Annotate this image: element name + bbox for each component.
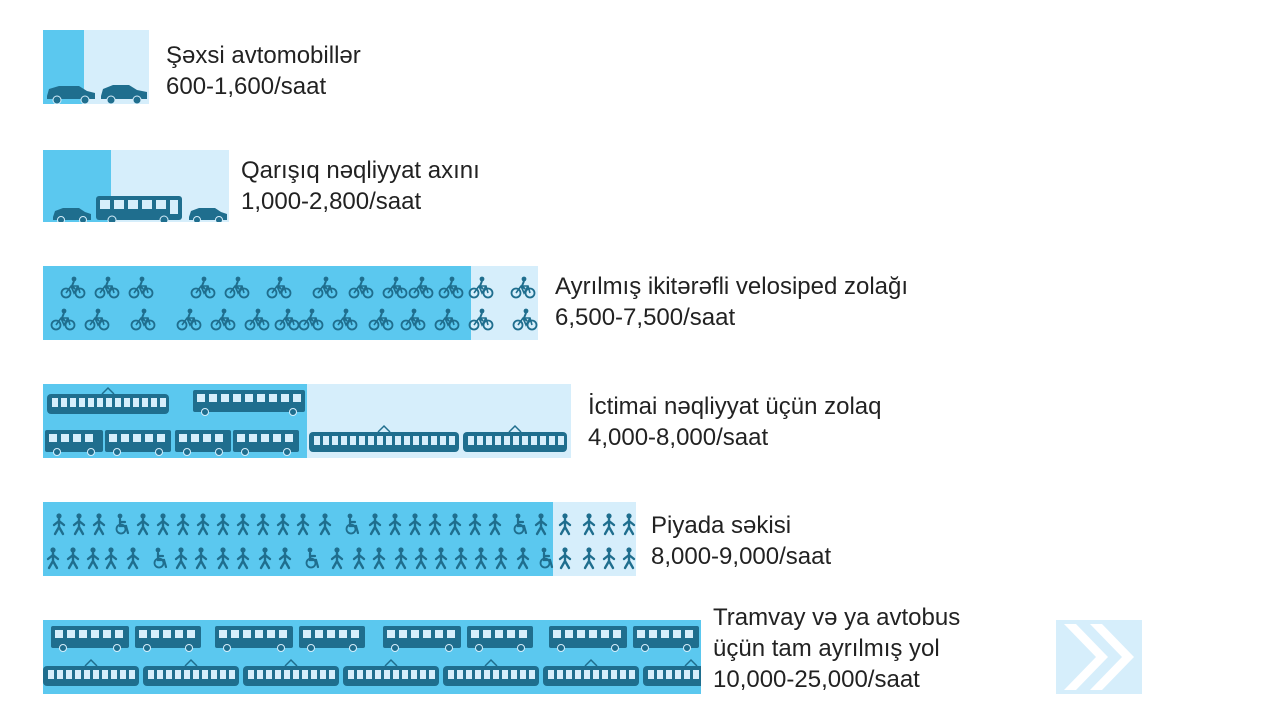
pedestrian-icon bbox=[178, 513, 188, 534]
wheelchair-icon bbox=[541, 548, 553, 568]
bicycle-icon bbox=[246, 309, 269, 330]
car-icons bbox=[43, 30, 149, 104]
bicycle-icon bbox=[178, 309, 201, 330]
pedestrian-icon bbox=[198, 513, 208, 534]
bicycle-icon bbox=[86, 309, 109, 330]
capacity-bar-transitway bbox=[43, 620, 701, 694]
mode-label-bike-lane bbox=[555, 271, 908, 333]
wheelchair-icon bbox=[307, 548, 319, 568]
mixed-traffic-icons bbox=[43, 150, 229, 222]
pedestrian-icon bbox=[278, 513, 288, 534]
pedestrian-icon bbox=[74, 513, 84, 534]
tram-icon bbox=[243, 660, 339, 686]
bicycle-icon bbox=[470, 277, 493, 298]
wheelchair-icon bbox=[515, 514, 527, 534]
mode-name-line-2: üçün tam ayrılmış yol bbox=[713, 635, 940, 662]
bus-icon bbox=[135, 626, 201, 652]
pedestrian-icon bbox=[176, 547, 186, 568]
capacity-bar-mixed-traffic bbox=[43, 150, 229, 222]
bicycle-icon bbox=[384, 277, 407, 298]
tram-icon bbox=[343, 660, 439, 686]
mode-name: Şəxsi avtomobillər bbox=[166, 42, 361, 69]
pedestrian-icon bbox=[476, 547, 486, 568]
pedestrian-icon bbox=[196, 547, 206, 568]
car-icon bbox=[47, 86, 95, 104]
bus-icon bbox=[633, 626, 699, 652]
pedestrian-icon bbox=[624, 547, 634, 568]
pedestrian-icon bbox=[48, 547, 58, 568]
bicycle-icon bbox=[440, 277, 463, 298]
pedestrian-icon bbox=[490, 513, 500, 534]
bicycle-icon bbox=[370, 309, 393, 330]
mode-capacity: 1,000-2,800/saat bbox=[241, 188, 422, 215]
pedestrian-icon bbox=[138, 513, 148, 534]
mode-name: İctimai nəqliyyat üçün zolaq bbox=[588, 393, 882, 420]
pedestrian-icon bbox=[536, 513, 546, 534]
mode-capacity: 6,500-7,500/saat bbox=[555, 304, 736, 331]
wheelchair-icon bbox=[347, 514, 359, 534]
capacity-bar-cars bbox=[43, 30, 149, 104]
pedestrian-icon bbox=[106, 547, 116, 568]
pedestrian-icon bbox=[604, 513, 614, 534]
pedestrian-icon bbox=[218, 547, 228, 568]
bicycle-icon bbox=[350, 277, 373, 298]
pedestrian-icon bbox=[298, 513, 308, 534]
pedestrian-icon bbox=[518, 547, 528, 568]
pedestrian-icon bbox=[584, 513, 594, 534]
bus-icon bbox=[105, 430, 171, 456]
tram-icon bbox=[643, 660, 701, 686]
pedestrian-icons bbox=[43, 502, 636, 576]
bicycle-icon bbox=[192, 277, 215, 298]
pedestrian-icon bbox=[370, 513, 380, 534]
tram-icon bbox=[463, 426, 567, 452]
tram-icon bbox=[443, 660, 539, 686]
tram-icon bbox=[47, 388, 169, 414]
pedestrian-icon bbox=[158, 513, 168, 534]
bicycle-icon bbox=[132, 309, 155, 330]
capacity-bar-bike-lane bbox=[43, 266, 538, 340]
pedestrian-icon bbox=[470, 513, 480, 534]
pedestrian-icon bbox=[128, 547, 138, 568]
mode-capacity: 10,000-25,000/saat bbox=[713, 666, 920, 693]
bicycle-icon bbox=[512, 277, 535, 298]
bicycle-icon bbox=[300, 309, 323, 330]
pedestrian-icon bbox=[374, 547, 384, 568]
pedestrian-icon bbox=[450, 513, 460, 534]
pedestrian-icon bbox=[54, 513, 64, 534]
car-icon bbox=[101, 85, 147, 104]
mode-label-mixed-traffic bbox=[241, 155, 480, 217]
car-icon bbox=[53, 208, 91, 222]
car-icon bbox=[189, 208, 227, 222]
pedestrian-icon bbox=[410, 513, 420, 534]
bicycle-icon bbox=[96, 277, 119, 298]
wheelchair-icon bbox=[155, 548, 167, 568]
mode-label-transitway bbox=[713, 602, 960, 695]
pedestrian-icon bbox=[260, 547, 270, 568]
tram-icon bbox=[309, 426, 459, 452]
bus-icon bbox=[51, 626, 129, 652]
bicycle-icon bbox=[470, 309, 493, 330]
pedestrian-icon bbox=[354, 547, 364, 568]
chevron-right-icon bbox=[1056, 620, 1142, 694]
pedestrian-icon bbox=[416, 547, 426, 568]
transit-icons bbox=[43, 384, 571, 458]
bus-icon bbox=[193, 390, 305, 416]
mode-capacity: 4,000-8,000/saat bbox=[588, 424, 769, 451]
mode-capacity: 8,000-9,000/saat bbox=[651, 543, 832, 570]
pedestrian-icon bbox=[604, 547, 614, 568]
bus-icon bbox=[215, 626, 293, 652]
pedestrian-icon bbox=[396, 547, 406, 568]
pedestrian-icon bbox=[496, 547, 506, 568]
bicycle-icon bbox=[62, 277, 85, 298]
pedestrian-icon bbox=[218, 513, 228, 534]
bicycle-icons bbox=[43, 266, 538, 340]
mode-name: Piyada səkisi bbox=[651, 512, 792, 539]
mode-capacity: 600-1,600/saat bbox=[166, 73, 327, 100]
pedestrian-icon bbox=[560, 547, 570, 568]
bicycle-icon bbox=[52, 309, 75, 330]
bicycle-icon bbox=[514, 309, 537, 330]
bicycle-icon bbox=[276, 309, 299, 330]
capacity-bar-sidewalk bbox=[43, 502, 636, 576]
pedestrian-icon bbox=[456, 547, 466, 568]
bicycle-icon bbox=[268, 277, 291, 298]
capacity-bar-transit-lane bbox=[43, 384, 571, 458]
pedestrian-icon bbox=[280, 547, 290, 568]
bicycle-icon bbox=[410, 277, 433, 298]
bicycle-icon bbox=[226, 277, 249, 298]
bus-icon bbox=[96, 196, 182, 222]
mode-label-transit-lane bbox=[588, 391, 881, 453]
tram-icon bbox=[43, 660, 139, 686]
bicycle-icon bbox=[436, 309, 459, 330]
mode-label-sidewalk bbox=[651, 510, 831, 572]
bicycle-icon bbox=[212, 309, 235, 330]
pedestrian-icon bbox=[390, 513, 400, 534]
pedestrian-icon bbox=[238, 513, 248, 534]
transitway-icons bbox=[43, 620, 701, 694]
pedestrian-icon bbox=[436, 547, 446, 568]
mode-name-line-1: Tramvay və ya avtobus bbox=[713, 604, 961, 631]
wheelchair-icon bbox=[117, 514, 129, 534]
pedestrian-icon bbox=[624, 513, 634, 534]
bus-icon bbox=[549, 626, 627, 652]
pedestrian-icon bbox=[332, 547, 342, 568]
pedestrian-icon bbox=[584, 547, 594, 568]
bus-icon bbox=[233, 430, 299, 456]
bus-icon bbox=[45, 430, 103, 456]
bus-icon bbox=[299, 626, 365, 652]
pedestrian-icon bbox=[320, 513, 330, 534]
pedestrian-icon bbox=[68, 547, 78, 568]
bicycle-icon bbox=[334, 309, 357, 330]
bicycle-icon bbox=[314, 277, 337, 298]
mode-label-cars bbox=[166, 40, 361, 102]
bicycle-icon bbox=[130, 277, 153, 298]
mode-name: Ayrılmış ikitərəfli velosiped zolağı bbox=[555, 273, 909, 300]
pedestrian-icon bbox=[88, 547, 98, 568]
tram-icon bbox=[543, 660, 639, 686]
bus-icon bbox=[175, 430, 231, 456]
bicycle-icon bbox=[402, 309, 425, 330]
pedestrian-icon bbox=[258, 513, 268, 534]
pedestrian-icon bbox=[560, 513, 570, 534]
tram-icon bbox=[143, 660, 239, 686]
bus-icon bbox=[467, 626, 533, 652]
pedestrian-icon bbox=[94, 513, 104, 534]
bus-icon bbox=[383, 626, 461, 652]
mode-name: Qarışıq nəqliyyat axını bbox=[241, 157, 480, 184]
pedestrian-icon bbox=[238, 547, 248, 568]
pedestrian-icon bbox=[430, 513, 440, 534]
